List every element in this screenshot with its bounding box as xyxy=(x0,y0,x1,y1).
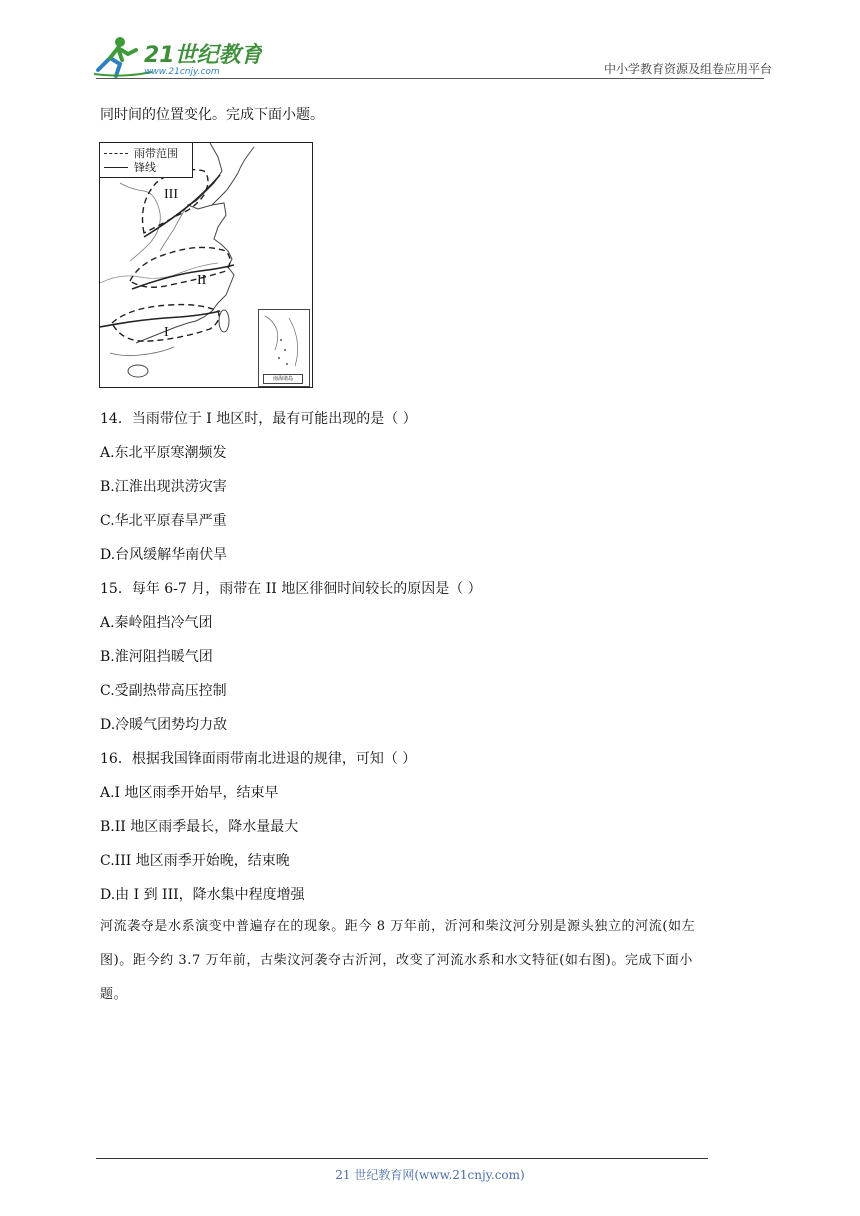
map-legend xyxy=(100,143,193,178)
platform-title: 中小学教育资源及组卷应用平台 xyxy=(603,62,772,76)
legend-item-front xyxy=(104,161,156,174)
footer-link[interactable]: 21 世纪教育网(www.21cnjy.com) xyxy=(335,1168,525,1182)
solid-line-swatch xyxy=(104,167,128,168)
question-14-option-a[interactable]: A.东北平原寒潮频发 xyxy=(100,445,227,461)
legend-label: 雨带范围 xyxy=(134,147,178,160)
question-15-option-d[interactable]: D.冷暖气团势均力敌 xyxy=(100,717,228,733)
question-15-option-b[interactable]: B.淮河阻挡暖气团 xyxy=(100,649,213,665)
question-14-option-c[interactable]: C.华北平原春旱严重 xyxy=(100,513,227,529)
question-14-stem: 14．当雨带位于 I 地区时，最有可能出现的是（ ） xyxy=(100,411,417,427)
rainbelt-map xyxy=(99,142,313,388)
question-16-option-d[interactable]: D.由 I 到 III，降水集中程度增强 xyxy=(100,887,305,903)
question-16-option-a[interactable]: A.I 地区雨季开始早，结束早 xyxy=(100,785,279,801)
region-label-ii: II xyxy=(197,273,207,288)
region-label-iii: III xyxy=(164,187,178,202)
question-15-option-a[interactable]: A.秦岭阻挡冷气团 xyxy=(100,615,213,631)
logo-url-text: www.21cnjy.com xyxy=(144,67,220,77)
region-label-i: I xyxy=(164,325,169,340)
passage-line-1: 河流袭夺是水系演变中普遍存在的现象。距今 8 万年前，沂河和柴汶河分别是源头独立的河流(如左 xyxy=(100,919,696,934)
legend-item-rainbelt xyxy=(104,147,178,160)
legend-label: 锋线 xyxy=(134,161,156,174)
question-15-option-c[interactable]: C.受副热带高压控制 xyxy=(100,683,227,699)
passage-line-2: 图)。距今约 3.7 万年前，古柴汶河袭夺古沂河，改变了河流水系和水文特征(如右图)。完成下面小 xyxy=(100,953,693,968)
question-16-option-c[interactable]: C.III 地区雨季开始晚，结束晚 xyxy=(100,853,290,869)
site-logo xyxy=(92,34,262,80)
header-divider xyxy=(96,78,764,79)
passage-line-3: 题。 xyxy=(100,987,128,1002)
footer-divider xyxy=(96,1158,708,1159)
dashed-line-swatch xyxy=(104,153,128,154)
inset-caption: 南海诸岛 xyxy=(263,374,303,384)
intro-tail-text: 同时间的位置变化。完成下面小题。 xyxy=(100,107,324,123)
river-capture-passage xyxy=(100,910,762,1012)
south-china-sea-inset xyxy=(258,309,310,387)
question-14-option-d[interactable]: D.台风缓解华南伏旱 xyxy=(100,547,228,563)
question-14-option-b[interactable]: B.江淮出现洪涝灾害 xyxy=(100,479,227,495)
question-16-stem: 16．根据我国锋面雨带南北进退的规律，可知（ ） xyxy=(100,751,417,767)
logo-text: 21世纪教育 xyxy=(144,43,262,68)
question-16-option-b[interactable]: B.II 地区雨季最长，降水量最大 xyxy=(100,819,299,835)
question-15-stem: 15．每年 6-7 月，雨带在 II 地区徘徊时间较长的原因是（ ） xyxy=(100,581,482,597)
